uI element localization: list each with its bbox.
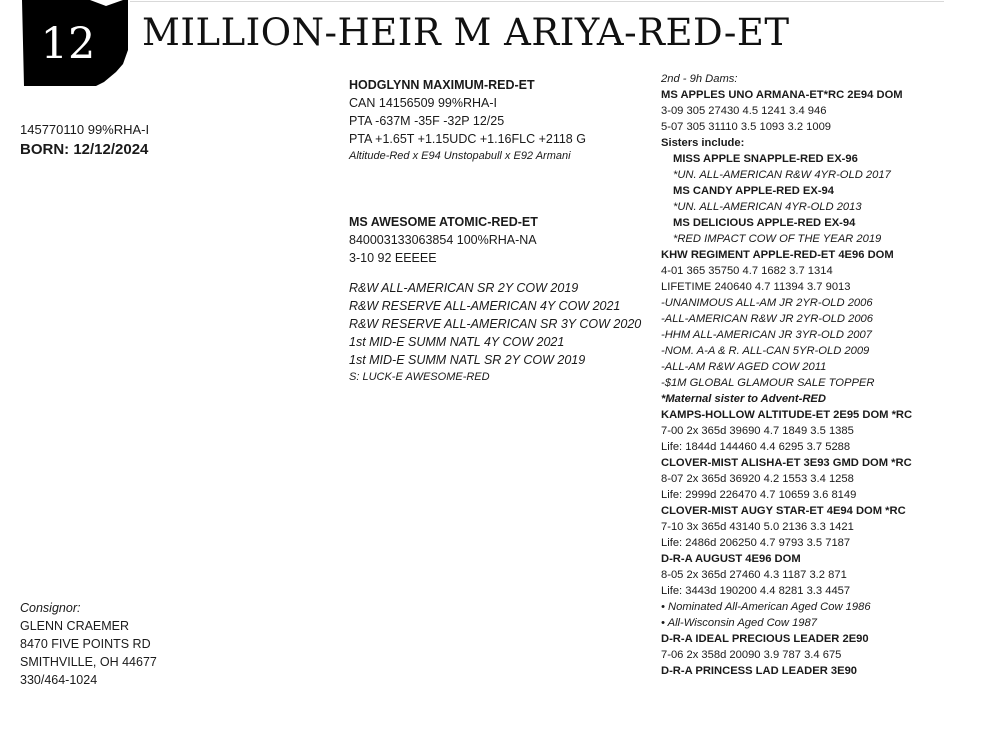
dam-line: -ALL-AM R&W AGED COW 2011 [661, 361, 827, 373]
dam-line: 7-10 3x 365d 43140 5.0 2136 3.3 1421 [661, 521, 854, 533]
dam-line: -HHM ALL-AMERICAN JR 3YR-OLD 2007 [661, 329, 872, 341]
consignor-label: Consignor: [20, 601, 81, 615]
dam-line: Life: 2999d 226470 4.7 10659 3.6 8149 [661, 489, 857, 501]
dam-award: R&W ALL-AMERICAN SR 2Y COW 2019 [349, 281, 579, 295]
dam-line: -NOM. A-A & R. ALL-CAN 5YR-OLD 2009 [661, 345, 870, 357]
dam-line: CLOVER-MIST ALISHA-ET 3E93 GMD DOM *RC [661, 457, 912, 469]
dam-line: D-R-A PRINCESS LAD LEADER 3E90 [661, 665, 858, 677]
dam-record: 3-10 92 EEEEE [349, 251, 437, 265]
dam-line: 3-09 305 27430 4.5 1241 3.4 946 [661, 105, 827, 117]
dam-line: -UNANIMOUS ALL-AM JR 2YR-OLD 2006 [661, 297, 873, 309]
dam-line: *RED IMPACT COW OF THE YEAR 2019 [673, 233, 882, 245]
dams-heading: 2nd - 9h Dams: [661, 73, 738, 85]
dam-line: 4-01 365 35750 4.7 1682 3.7 1314 [661, 265, 833, 277]
dam-line: D-R-A AUGUST 4E96 DOM [661, 553, 801, 565]
dam-line: 7-06 2x 358d 20090 3.9 787 3.4 675 [661, 649, 842, 661]
sire-name: HODGLYNN MAXIMUM-RED-ET [349, 78, 535, 92]
dam-line: 8-05 2x 365d 27460 4.3 1187 3.2 871 [661, 569, 847, 581]
dam-registration: 840003133063854 100%RHA-NA [349, 233, 537, 247]
dam-line: *Maternal sister to Advent-RED [661, 393, 826, 405]
dam-award: 1st MID-E SUMM NATL SR 2Y COW 2019 [349, 353, 586, 367]
dam-line: MS DELICIOUS APPLE-RED EX-94 [673, 217, 856, 229]
dam-line: Life: 2486d 206250 4.7 9793 3.5 7187 [661, 537, 851, 549]
dam-award: 1st MID-E SUMM NATL 4Y COW 2021 [349, 335, 565, 349]
dam-line: KHW REGIMENT APPLE-RED-ET 4E96 DOM [661, 249, 894, 261]
header-rule [130, 1, 944, 2]
dam-line: *UN. ALL-AMERICAN 4YR-OLD 2013 [673, 201, 862, 213]
dam-line: LIFETIME 240640 4.7 11394 3.7 9013 [661, 281, 851, 293]
dam-line: 8-07 2x 365d 36920 4.2 1553 3.4 1258 [661, 473, 854, 485]
consignor-address: 8470 FIVE POINTS RD [20, 637, 151, 651]
dam-line: MS CANDY APPLE-RED EX-94 [673, 185, 835, 197]
consignor-city: SMITHVILLE, OH 44677 [20, 655, 157, 669]
consignor-phone: 330/464-1024 [20, 673, 98, 687]
dam-line: -$1M GLOBAL GLAMOUR SALE TOPPER [661, 377, 875, 389]
dam-awards [349, 279, 641, 385]
lot-number: 12 [40, 19, 96, 69]
dam-section [349, 213, 641, 385]
dam-line: MS APPLES UNO ARMANA-ET*RC 2E94 DOM [661, 89, 903, 101]
dam-sire-note: S: LUCK-E AWESOME-RED [349, 371, 490, 383]
dam-name: MS AWESOME ATOMIC-RED-ET [349, 215, 538, 229]
dam-line: CLOVER-MIST AUGY STAR-ET 4E94 DOM *RC [661, 505, 906, 517]
animal-info [20, 120, 149, 160]
dam-award: R&W RESERVE ALL-AMERICAN 4Y COW 2021 [349, 299, 621, 313]
registration-number: 145770110 99%RHA-I [20, 122, 150, 137]
dam-line: KAMPS-HOLLOW ALTITUDE-ET 2E95 DOM *RC [661, 409, 913, 421]
dam-lines-list [661, 87, 981, 679]
dam-line: 7-00 2x 365d 39690 4.7 1849 3.5 1385 [661, 425, 854, 437]
sire-registration: CAN 14156509 99%RHA-I [349, 96, 497, 110]
sire-pta-type: PTA +1.65T +1.15UDC +1.16FLC +2118 G [349, 132, 586, 146]
dam-line: D-R-A IDEAL PRECIOUS LEADER 2E90 [661, 633, 869, 645]
dam-line: 5-07 305 31110 3.5 1093 3.2 1009 [661, 121, 832, 133]
animal-title: MILLION-HEIR M ARIYA-RED-ET [142, 11, 790, 54]
maternal-line-section [661, 71, 981, 679]
dam-award: R&W RESERVE ALL-AMERICAN SR 3Y COW 2020 [349, 317, 642, 331]
dam-line: Life: 1844d 144460 4.4 6295 3.7 5288 [661, 441, 851, 453]
consignor-block [20, 599, 157, 689]
dam-line: Sisters include: [661, 137, 745, 149]
sire-pta-production: PTA -637M -35F -32P 12/25 [349, 114, 505, 128]
birth-date: BORN: 12/12/2024 [20, 141, 149, 158]
dam-line: Life: 3443d 190200 4.4 8281 3.3 4457 [661, 585, 851, 597]
consignor-name: GLENN CRAEMER [20, 619, 130, 633]
sire-pedigree: Altitude-Red x E94 Unstopabull x E92 Armani [349, 150, 571, 162]
dam-line: -ALL-AMERICAN R&W JR 2YR-OLD 2006 [661, 313, 873, 325]
dam-line: MISS APPLE SNAPPLE-RED EX-96 [673, 153, 858, 165]
sire-section [349, 76, 586, 164]
dam-line: • All-Wisconsin Aged Cow 1987 [661, 617, 817, 629]
dam-line: *UN. ALL-AMERICAN R&W 4YR-OLD 2017 [673, 169, 891, 181]
dam-line: • Nominated All-American Aged Cow 1986 [661, 601, 871, 613]
